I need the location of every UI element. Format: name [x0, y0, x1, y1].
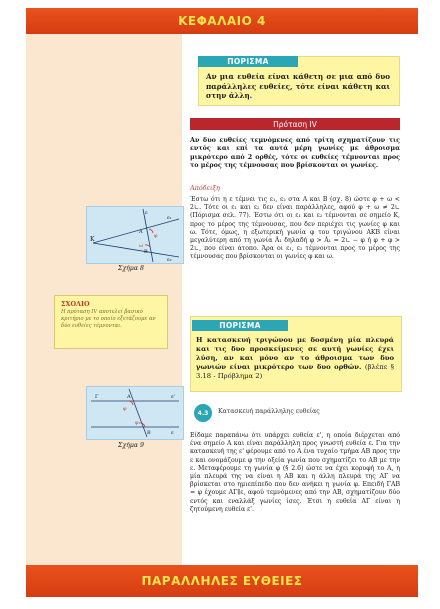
- protasi-title: Πρόταση IV: [273, 119, 317, 129]
- section-number-badge: 4.3: [194, 404, 212, 422]
- svg-text:ε₂: ε₂: [167, 257, 172, 263]
- chapter-footer: [26, 565, 418, 597]
- construction-text: Είδαμε παραπάνω ότι υπάρχει ευθεία ε', η οποία διέρχεται από ένα σημείο Α και είναι παράλληλη προς γνωστή ευθεία ε. Για την κατασκευή της ε' φέρουμε από το Α ένα τυχαίο τμήμα ΑΒ προς την ε και ονομάζουμε φ την οξεία γωνία που σχηματίζει το ΑΒ με την ε. Μεταφέρουμε τη γωνία φ (§ 2.6) ώστε να έχει κορυφή το Α, η μία πλευρά της να είναι η ΑΒ και η άλλη πλευρά της ΑΓ να βρίσκεται στο ημιεπίπεδο που δεν ανήκει η γωνία φ. Επειδή ΓΑΒ = φ έχουμε ΑΓ∥ε, αφού τεμνόμενες από την ΑΒ, σχηματίζουν δύο εντός και εναλλάξ γωνίες ίσες. Έτσι η ευθεία ΑΓ είναι η ζητούμενη ευθεία ε'.: [190, 432, 400, 513]
- svg-text:A: A: [139, 229, 143, 235]
- svg-text:φ: φ: [135, 420, 139, 426]
- porisma-text-1: Αν μια ευθεία είναι κάθετη σε μια από δυο παράλληλες ευθείες, τότε είναι κάθετη και στην άλλη.: [206, 72, 390, 100]
- svg-text:φ: φ: [123, 406, 127, 412]
- svg-text:ω: ω: [139, 243, 144, 249]
- svg-text:K: K: [90, 236, 95, 243]
- chapter-header: [26, 8, 418, 34]
- svg-text:φ: φ: [154, 233, 158, 239]
- figure-8-diagram: [87, 207, 183, 263]
- proof-label: Απόδειξη: [190, 184, 220, 192]
- figure-9: [86, 386, 184, 440]
- protasi-header: [190, 118, 400, 130]
- svg-text:Γ: Γ: [95, 394, 99, 400]
- svg-text:B: B: [144, 249, 148, 255]
- figure-9-caption: Σχήμα 9: [118, 442, 144, 449]
- porisma-text-2-ref: (βλέπε § 3.18 - Πρόβλημα 2): [196, 363, 394, 380]
- svg-text:A: A: [127, 394, 131, 400]
- figure-9-diagram: [87, 387, 183, 439]
- scholio-text: Η πρόταση IV αποτελεί βασικό κριτήριο με το οποίο εξετάζουμε αν δύο ευθείες τέμνονται.: [61, 309, 156, 329]
- scholio-note: [54, 295, 168, 349]
- protasi-statement: Αν δυο ευθείες τεμνόμενες από τρίτη σχηματίζουν τις εντός και επί τα αυτά μέρη γωνίες με άθροισμα μικρότερο από 2 ορθές, τότε οι ευθείες τέμνονται προς το μέρος της τέμνουσας που βρίσκονται οι γωνίες.: [190, 136, 400, 170]
- porisma-title-1: [198, 56, 298, 67]
- porisma-text-2-main: Η κατασκευή τριγώνου με δοσμένη μία πλευρά και τις δυο προσκείμενες σε αυτή γωνίες έχει λύση, αν και μόνο αν το άθροισμα των δυο γωνιών είναι μικρότερο των δυο ορθών.: [196, 336, 394, 371]
- porisma-title-2-text: ΠΟΡΙΣΜΑ: [219, 321, 261, 330]
- porisma-title-1-text: ΠΟΡΙΣΜΑ: [227, 57, 269, 66]
- svg-text:B: B: [147, 430, 151, 436]
- figure-8-caption: Σχήμα 8: [118, 265, 144, 272]
- footer-title: ΠΑΡΑΛΛΗΛΕΣ ΕΥΘΕΙΕΣ: [141, 574, 303, 588]
- porisma-title-2: [192, 320, 288, 331]
- scholio-title: ΣΧΟΛΙΟ: [61, 300, 90, 308]
- svg-text:ε': ε': [171, 394, 175, 400]
- proof-text: Έστω ότι η ε τέμνει τις ε₁, ε₂ στα Α και Β (σχ. 8) ώστε φ + ω < 2∟. Τότε οι ε₁ και ε₂ δεν είναι παράλληλες, αφού φ + ω ≠ 2∟ (Πόρισμα σελ. 77). Έστω ότι οι ε₁ και ε₂ τέμνονται σε σημείο Κ, προς το μέρος της τέμνουσας, που δεν περιέχει τις γωνίες φ και ω. Τότε, όμως, η εξωτερική γωνία φ του τριγώνου ΑΚΒ είναι μεγαλύτερη από τη γωνία Â₁ δηλαδή φ > Â₁ = 2∟ − φ ή φ + φ > 2∟, που είναι άτοπο. Άρα οι ε₁, ε₂ τέμνονται προς το μέρος της τέμνουσας που βρίσκονται οι γωνίες φ και ω.: [190, 196, 400, 261]
- porisma-text-2: [196, 336, 394, 381]
- section-title: Κατασκευή παράλληλης ευθείας: [218, 408, 320, 415]
- svg-text:ε: ε: [145, 210, 148, 216]
- figure-8: [86, 206, 184, 264]
- svg-text:ε₁: ε₁: [167, 215, 172, 221]
- svg-text:ε: ε: [171, 430, 174, 436]
- chapter-title: ΚΕΦΑΛΑΙΟ 4: [178, 14, 266, 28]
